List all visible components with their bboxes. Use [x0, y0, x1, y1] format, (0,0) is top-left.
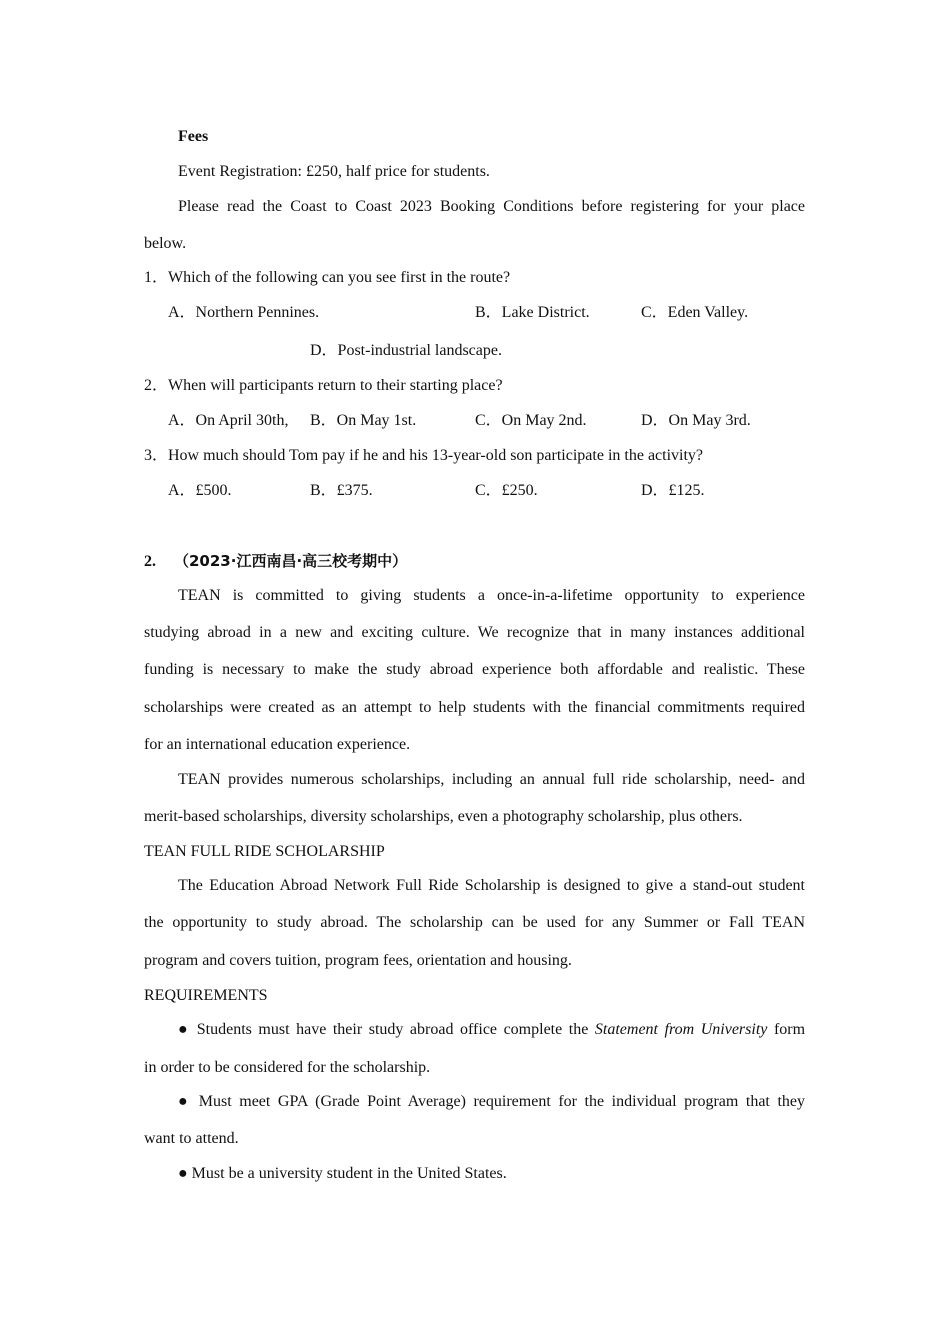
question-2-option-c[interactable]: C．On May 2nd. — [475, 412, 587, 429]
question-1-option-a[interactable]: A．Northern Pennines. — [168, 304, 320, 321]
requirement-1-line1 — [178, 1020, 805, 1040]
question-3-option-a[interactable]: A．£500. — [168, 482, 232, 499]
question-3-option-b[interactable]: B．£375. — [310, 482, 373, 499]
p1-line3: funding is necessary to make the study abroad experience both affordable and realistic. These — [144, 661, 805, 678]
p1-line4: scholarships were created as an attempt to help students with the financial commitments required — [144, 699, 805, 716]
fees-heading: Fees — [178, 128, 209, 145]
question-2-option-a[interactable]: A．On April 30th, — [168, 412, 289, 429]
fees-registration: Event Registration: £250, half price for students. — [178, 163, 490, 180]
fees-read-line1: Please read the Coast to Coast 2023 Booking Conditions before registering for your place — [178, 198, 805, 215]
p2-line1: TEAN provides numerous scholarships, including an annual full ride scholarship, need- and — [178, 771, 805, 788]
requirement-3: ● Must be a university student in the United States. — [178, 1165, 507, 1182]
question-3-option-d[interactable]: D．£125. — [641, 482, 705, 499]
p3-line2: the opportunity to study abroad. The scholarship can be used for any Summer or Fall TEAN — [144, 914, 805, 931]
question-3-option-c[interactable]: C．£250. — [475, 482, 538, 499]
requirements-heading: REQUIREMENTS — [144, 987, 268, 1004]
p2-line2: merit-based scholarships, diversity scholarships, even a photography scholarship, plus others. — [144, 808, 743, 825]
question-1-option-b[interactable]: B．Lake District. — [475, 304, 590, 321]
question-3-stem: 3．How much should Tom pay if he and his 13-year-old son participate in the activity? — [144, 447, 704, 464]
requirement-2-line1: ● Must meet GPA (Grade Point Average) requirement for the individual program that they — [178, 1093, 805, 1110]
requirement-1-line2: in order to be considered for the scholarship. — [144, 1059, 431, 1076]
requirement-1-post: form — [773, 1021, 806, 1038]
p1-line2: studying abroad in a new and exciting culture. We recognize that in many instances additional — [144, 624, 805, 641]
requirement-1-form-name: Statement from University — [594, 1021, 768, 1038]
question-1-option-c[interactable]: C．Eden Valley. — [641, 304, 749, 321]
section-2-header — [144, 551, 407, 572]
question-2-option-b[interactable]: B．On May 1st. — [310, 412, 417, 429]
p1-line1: TEAN is committed to giving students a once-in-a-lifetime opportunity to experience — [178, 587, 805, 604]
requirement-2-line2: want to attend. — [144, 1130, 239, 1147]
question-2-stem: 2．When will participants return to their starting place? — [144, 377, 503, 394]
p3-line1: The Education Abroad Network Full Ride Scholarship is designed to give a stand-out student — [178, 877, 805, 894]
fees-read-line2: below. — [144, 235, 187, 252]
p3-line3: program and covers tuition, program fees, orientation and housing. — [144, 952, 572, 969]
question-1-stem: 1．Which of the following can you see first in the route? — [144, 269, 511, 286]
scholarship-heading: TEAN FULL RIDE SCHOLARSHIP — [144, 843, 385, 860]
question-2-option-d[interactable]: D．On May 3rd. — [641, 412, 751, 429]
question-1-option-d[interactable]: D．Post-industrial landscape. — [310, 342, 502, 359]
requirement-1-pre: ● Students must have their study abroad office complete the — [178, 1021, 589, 1038]
p1-line5: for an international education experience. — [144, 736, 411, 753]
section-2-number: 2. — [144, 553, 156, 570]
section-2-source: （2023·江西南昌·高三校考期中） — [174, 552, 408, 570]
